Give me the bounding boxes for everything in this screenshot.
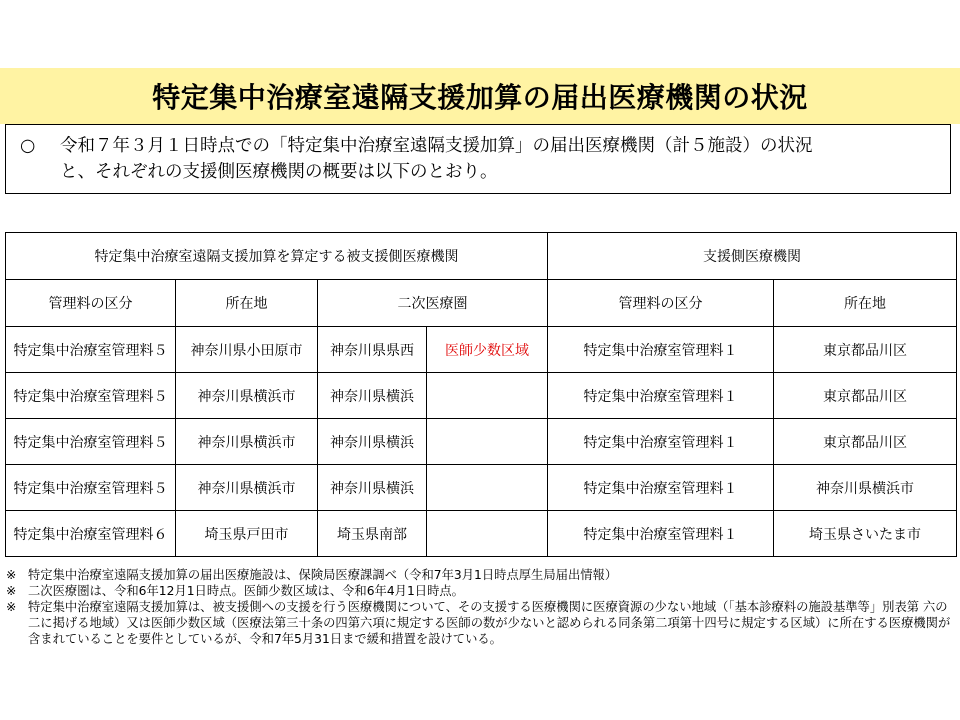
cell-support-fee: 特定集中治療室管理料１	[548, 327, 774, 373]
page-title: 特定集中治療室遠隔支援加算の届出医療機関の状況	[152, 81, 808, 114]
summary-line-2	[20, 159, 938, 185]
cell-location: 神奈川県小田原市	[176, 327, 318, 373]
header-supporting-institutions: 支援側医療機関	[548, 233, 957, 280]
table-row	[6, 373, 957, 419]
table-row	[6, 419, 957, 465]
col-header-support-location: 所在地	[774, 280, 957, 327]
circle-bullet-icon: ○	[20, 136, 36, 156]
cell-flag	[427, 465, 548, 511]
cell-flag	[427, 419, 548, 465]
cell-fee: 特定集中治療室管理料５	[6, 327, 176, 373]
cell-fee: 特定集中治療室管理料６	[6, 511, 176, 557]
cell-area: 神奈川県横浜	[318, 465, 427, 511]
table-row	[6, 465, 957, 511]
cell-support-fee: 特定集中治療室管理料１	[548, 419, 774, 465]
summary-line-1	[20, 133, 938, 159]
footnotes	[6, 567, 954, 647]
footnote	[6, 583, 954, 599]
note-mark: ※	[6, 568, 17, 582]
cell-support-location: 埼玉県さいたま市	[774, 511, 957, 557]
cell-area: 神奈川県横浜	[318, 419, 427, 465]
table-row	[6, 511, 957, 557]
summary-box	[5, 124, 951, 194]
summary-text-1: 令和７年３月１日時点での「特定集中治療室遠隔支援加算」の届出医療機関（計５施設）の状況	[60, 136, 813, 156]
cell-support-location: 東京都品川区	[774, 327, 957, 373]
cell-flag: 医師少数区域	[427, 327, 548, 373]
table-row	[6, 327, 957, 373]
footnote	[6, 599, 954, 647]
col-header-secondary-area: 二次医療圏	[318, 280, 548, 327]
cell-area: 神奈川県県西	[318, 327, 427, 373]
table-header-group	[6, 233, 957, 280]
cell-flag	[427, 373, 548, 419]
col-header-support-fee: 管理料の区分	[548, 280, 774, 327]
note-text: 特定集中治療室遠隔支援加算は、被支援側への支援を行う医療機関について、その支援する医療機関に医療資源の少ない地域（「基本診療料の施設基準等」別表第 六の二に掲げる地域）又は医師少数区域（医療法第三十条の四第六項に規定する医師の数が少ないと認められる同条第二項第十四号に規定する区域）に所在する医療機関が含まれていることを要件としているが、令和7年5月31日まで緩和措置を設けている。	[28, 600, 951, 646]
cell-support-location: 東京都品川区	[774, 419, 957, 465]
cell-area: 埼玉県南部	[318, 511, 427, 557]
cell-support-location: 神奈川県横浜市	[774, 465, 957, 511]
cell-fee: 特定集中治療室管理料５	[6, 419, 176, 465]
cell-support-location: 東京都品川区	[774, 373, 957, 419]
header-supported-institutions: 特定集中治療室遠隔支援加算を算定する被支援側医療機関	[6, 233, 548, 280]
cell-area: 神奈川県横浜	[318, 373, 427, 419]
cell-location: 神奈川県横浜市	[176, 419, 318, 465]
cell-location: 埼玉県戸田市	[176, 511, 318, 557]
cell-flag	[427, 511, 548, 557]
note-mark: ※	[6, 600, 17, 614]
cell-support-fee: 特定集中治療室管理料１	[548, 511, 774, 557]
facility-table	[5, 232, 957, 557]
cell-fee: 特定集中治療室管理料５	[6, 465, 176, 511]
note-text: 特定集中治療室遠隔支援加算の届出医療施設は、保険局医療課調べ（令和7年3月1日時点厚生局届出情報）	[28, 568, 618, 582]
note-text: 二次医療圏は、令和6年12月1日時点。医師少数区域は、令和6年4月1日時点。	[28, 584, 464, 598]
table-header-columns	[6, 280, 957, 327]
col-header-fee: 管理料の区分	[6, 280, 176, 327]
cell-support-fee: 特定集中治療室管理料１	[548, 373, 774, 419]
cell-location: 神奈川県横浜市	[176, 373, 318, 419]
note-mark: ※	[6, 584, 17, 598]
footnote	[6, 567, 954, 583]
cell-support-fee: 特定集中治療室管理料１	[548, 465, 774, 511]
cell-location: 神奈川県横浜市	[176, 465, 318, 511]
col-header-location: 所在地	[176, 280, 318, 327]
cell-fee: 特定集中治療室管理料５	[6, 373, 176, 419]
summary-text-2: と、それぞれの支援側医療機関の概要は以下のとおり。	[60, 162, 498, 182]
